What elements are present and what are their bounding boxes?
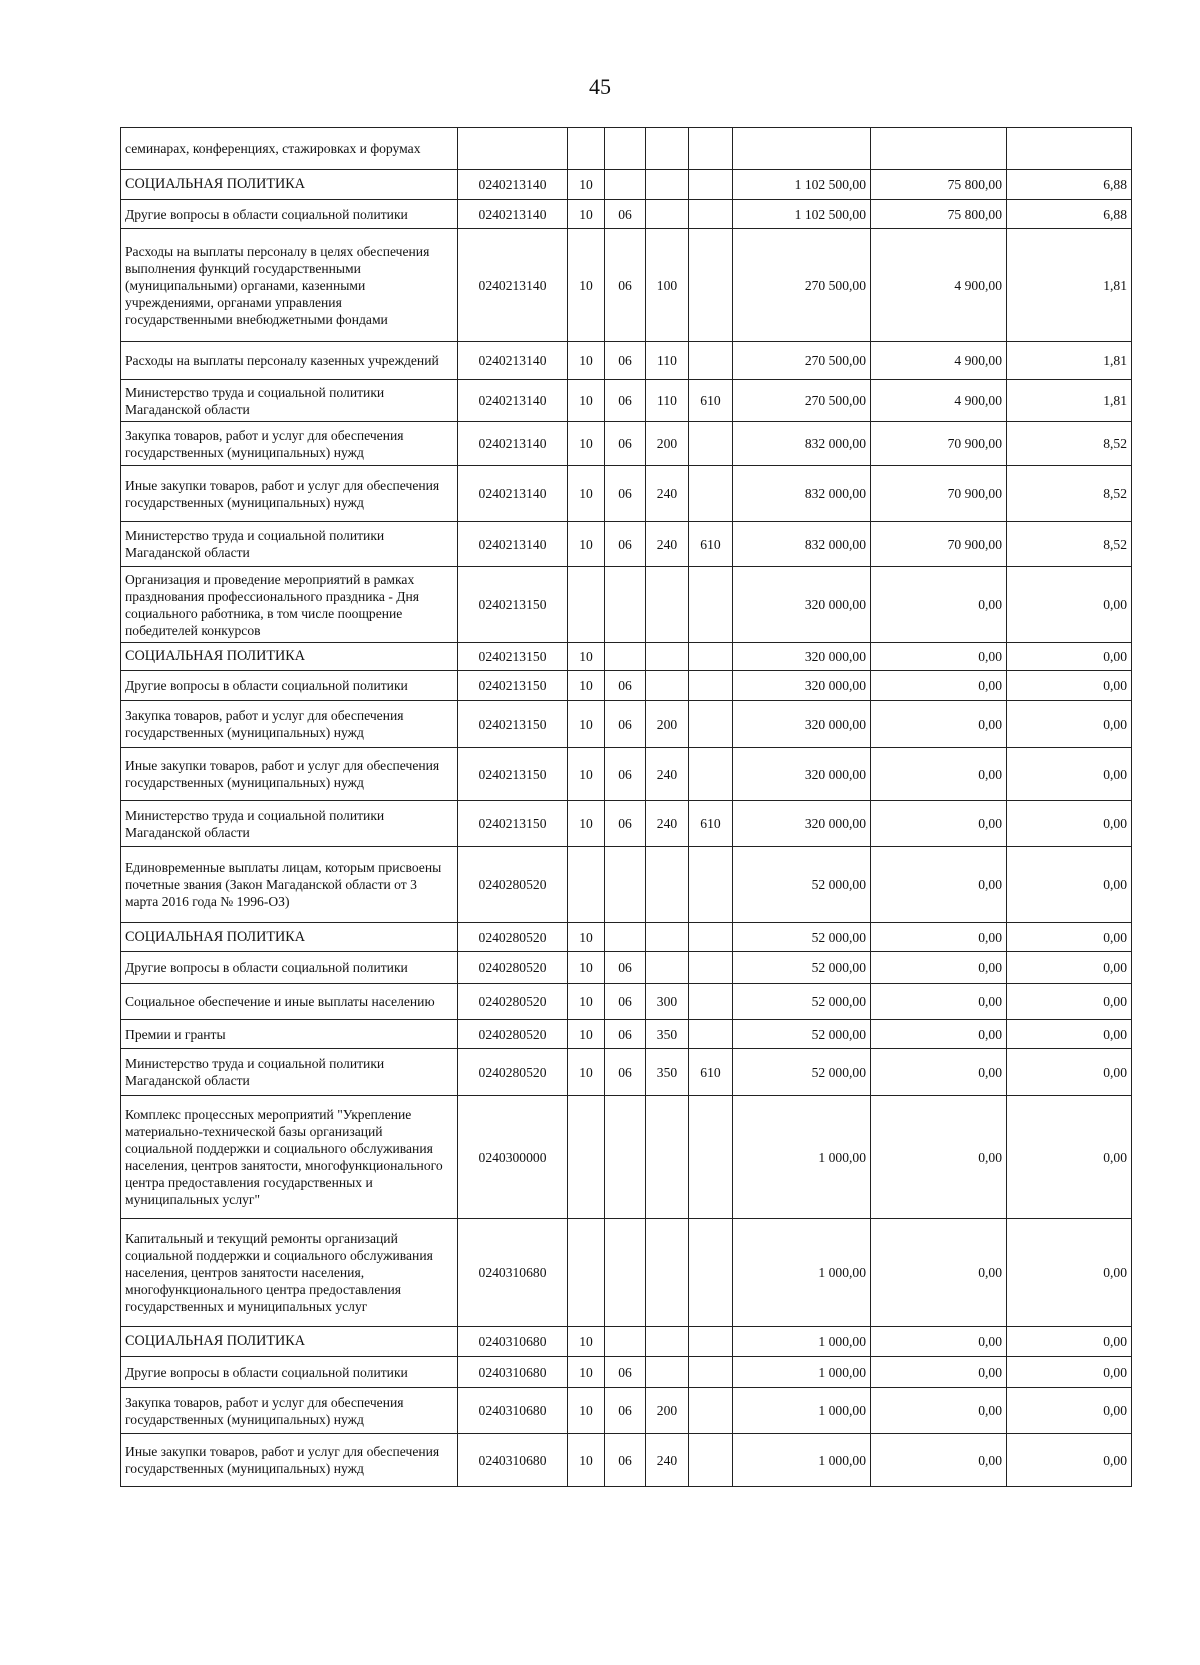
expense-type-cell: 100 — [646, 229, 689, 342]
table-row — [121, 422, 1132, 466]
page-number: 45 — [589, 74, 611, 99]
percent-cell: 0,00 — [1007, 1096, 1132, 1219]
grbs-cell — [689, 229, 733, 342]
row-name-cell: СОЦИАЛЬНАЯ ПОЛИТИКА — [121, 643, 458, 671]
fact-amount-cell: 0,00 — [871, 1327, 1007, 1357]
fact-amount-cell: 0,00 — [871, 701, 1007, 748]
percent-cell: 0,00 — [1007, 567, 1132, 643]
expense-type-cell: 200 — [646, 422, 689, 466]
percent-cell: 8,52 — [1007, 522, 1132, 567]
row-name-cell: Закупка товаров, работ и услуг для обеспечения государственных (муниципальных) нужд — [121, 1388, 458, 1434]
plan-amount-cell — [733, 128, 871, 170]
target-code-cell: 0240300000 — [458, 1096, 568, 1219]
expense-type-cell — [646, 170, 689, 200]
row-name-cell: Другие вопросы в области социальной политики — [121, 671, 458, 701]
expense-type-cell: 200 — [646, 1388, 689, 1434]
grbs-cell — [689, 748, 733, 801]
plan-amount-cell: 52 000,00 — [733, 923, 871, 952]
fact-amount-cell: 0,00 — [871, 847, 1007, 923]
target-code-cell: 0240213150 — [458, 801, 568, 847]
row-name-cell: Закупка товаров, работ и услуг для обеспечения государственных (муниципальных) нужд — [121, 422, 458, 466]
subsection-cell: 06 — [605, 671, 646, 701]
table-row — [121, 748, 1132, 801]
section-cell: 10 — [568, 1357, 605, 1388]
percent-cell: 0,00 — [1007, 984, 1132, 1020]
plan-amount-cell: 1 000,00 — [733, 1388, 871, 1434]
row-name-cell: Министерство труда и социальной политики Магаданской области — [121, 522, 458, 567]
section-cell: 10 — [568, 229, 605, 342]
percent-cell: 8,52 — [1007, 466, 1132, 522]
subsection-cell — [605, 1096, 646, 1219]
section-cell: 10 — [568, 801, 605, 847]
target-code-cell: 0240310680 — [458, 1357, 568, 1388]
grbs-cell — [689, 1327, 733, 1357]
section-cell: 10 — [568, 1388, 605, 1434]
grbs-cell — [689, 847, 733, 923]
fact-amount-cell: 70 900,00 — [871, 522, 1007, 567]
section-cell: 10 — [568, 923, 605, 952]
percent-cell: 0,00 — [1007, 1219, 1132, 1327]
grbs-cell — [689, 200, 733, 229]
grbs-cell — [689, 1434, 733, 1487]
row-name-cell: Другие вопросы в области социальной политики — [121, 952, 458, 984]
table-row — [121, 847, 1132, 923]
section-cell: 10 — [568, 466, 605, 522]
percent-cell: 0,00 — [1007, 847, 1132, 923]
expense-type-cell — [646, 128, 689, 170]
percent-cell: 0,00 — [1007, 952, 1132, 984]
percent-cell: 0,00 — [1007, 1049, 1132, 1096]
row-name-cell: Закупка товаров, работ и услуг для обеспечения государственных (муниципальных) нужд — [121, 701, 458, 748]
percent-cell: 1,81 — [1007, 380, 1132, 422]
target-code-cell: 0240280520 — [458, 1049, 568, 1096]
expense-type-cell: 350 — [646, 1020, 689, 1049]
section-cell: 10 — [568, 643, 605, 671]
fact-amount-cell: 0,00 — [871, 984, 1007, 1020]
plan-amount-cell: 832 000,00 — [733, 522, 871, 567]
subsection-cell — [605, 1327, 646, 1357]
table-row — [121, 1388, 1132, 1434]
table-row — [121, 643, 1132, 671]
target-code-cell: 0240310680 — [458, 1219, 568, 1327]
table-row — [121, 1219, 1132, 1327]
plan-amount-cell: 1 000,00 — [733, 1357, 871, 1388]
expense-type-cell — [646, 923, 689, 952]
percent-cell: 1,81 — [1007, 229, 1132, 342]
fact-amount-cell: 4 900,00 — [871, 342, 1007, 380]
subsection-cell: 06 — [605, 1020, 646, 1049]
plan-amount-cell: 1 000,00 — [733, 1327, 871, 1357]
expense-type-cell — [646, 1219, 689, 1327]
section-cell: 10 — [568, 1049, 605, 1096]
grbs-cell — [689, 466, 733, 522]
grbs-cell — [689, 923, 733, 952]
plan-amount-cell: 320 000,00 — [733, 801, 871, 847]
row-name-cell: семинарах, конференциях, стажировках и форумах — [121, 128, 458, 170]
plan-amount-cell: 52 000,00 — [733, 1020, 871, 1049]
target-code-cell: 0240213140 — [458, 170, 568, 200]
table-row — [121, 984, 1132, 1020]
target-code-cell: 0240213150 — [458, 701, 568, 748]
table-row — [121, 952, 1132, 984]
fact-amount-cell: 75 800,00 — [871, 170, 1007, 200]
section-cell — [568, 847, 605, 923]
plan-amount-cell: 1 000,00 — [733, 1219, 871, 1327]
target-code-cell: 0240213150 — [458, 643, 568, 671]
plan-amount-cell: 1 000,00 — [733, 1434, 871, 1487]
row-name-cell: Комплекс процессных мероприятий "Укрепление материально-технической базы организаций социальной поддержки и социального обслуживания населения, центров занятости, многофункционального центра предоставления государственных и муниципальных услуг" — [121, 1096, 458, 1219]
subsection-cell: 06 — [605, 801, 646, 847]
percent-cell: 0,00 — [1007, 671, 1132, 701]
fact-amount-cell: 0,00 — [871, 643, 1007, 671]
budget-table — [120, 127, 1132, 1487]
plan-amount-cell: 320 000,00 — [733, 567, 871, 643]
target-code-cell: 0240213140 — [458, 380, 568, 422]
section-cell: 10 — [568, 342, 605, 380]
table-row — [121, 380, 1132, 422]
table-row — [121, 567, 1132, 643]
row-name-cell: Министерство труда и социальной политики Магаданской области — [121, 1049, 458, 1096]
subsection-cell: 06 — [605, 200, 646, 229]
subsection-cell: 06 — [605, 466, 646, 522]
grbs-cell: 610 — [689, 1049, 733, 1096]
grbs-cell — [689, 342, 733, 380]
fact-amount-cell: 0,00 — [871, 1049, 1007, 1096]
table-row — [121, 1096, 1132, 1219]
fact-amount-cell: 0,00 — [871, 1434, 1007, 1487]
target-code-cell: 0240213140 — [458, 466, 568, 522]
expense-type-cell — [646, 847, 689, 923]
row-name-cell: Другие вопросы в области социальной политики — [121, 1357, 458, 1388]
grbs-cell: 610 — [689, 801, 733, 847]
grbs-cell — [689, 643, 733, 671]
percent-cell: 0,00 — [1007, 1434, 1132, 1487]
subsection-cell: 06 — [605, 952, 646, 984]
subsection-cell — [605, 1219, 646, 1327]
percent-cell: 8,52 — [1007, 422, 1132, 466]
table-row — [121, 1049, 1132, 1096]
fact-amount-cell — [871, 128, 1007, 170]
table-row — [121, 200, 1132, 229]
subsection-cell — [605, 847, 646, 923]
target-code-cell: 0240213150 — [458, 748, 568, 801]
plan-amount-cell: 270 500,00 — [733, 380, 871, 422]
table-row — [121, 229, 1132, 342]
table-row — [121, 923, 1132, 952]
expense-type-cell — [646, 671, 689, 701]
subsection-cell: 06 — [605, 748, 646, 801]
grbs-cell — [689, 952, 733, 984]
plan-amount-cell: 270 500,00 — [733, 342, 871, 380]
target-code-cell: 0240213140 — [458, 200, 568, 229]
section-cell: 10 — [568, 380, 605, 422]
row-name-cell: Расходы на выплаты персоналу в целях обеспечения выполнения функций государственными (муниципальными) органами, казенными учреждениями, органами управления государственными внебюджетными фондами — [121, 229, 458, 342]
expense-type-cell — [646, 567, 689, 643]
expense-type-cell — [646, 952, 689, 984]
subsection-cell — [605, 923, 646, 952]
fact-amount-cell: 0,00 — [871, 671, 1007, 701]
target-code-cell: 0240213150 — [458, 567, 568, 643]
grbs-cell — [689, 170, 733, 200]
grbs-cell — [689, 1096, 733, 1219]
expense-type-cell: 240 — [646, 466, 689, 522]
grbs-cell — [689, 128, 733, 170]
row-name-cell: СОЦИАЛЬНАЯ ПОЛИТИКА — [121, 923, 458, 952]
subsection-cell: 06 — [605, 1434, 646, 1487]
row-name-cell: СОЦИАЛЬНАЯ ПОЛИТИКА — [121, 170, 458, 200]
row-name-cell: Другие вопросы в области социальной политики — [121, 200, 458, 229]
subsection-cell: 06 — [605, 1049, 646, 1096]
fact-amount-cell: 0,00 — [871, 1096, 1007, 1219]
grbs-cell — [689, 1219, 733, 1327]
plan-amount-cell: 52 000,00 — [733, 847, 871, 923]
row-name-cell: Министерство труда и социальной политики Магаданской области — [121, 380, 458, 422]
percent-cell: 6,88 — [1007, 200, 1132, 229]
expense-type-cell: 110 — [646, 380, 689, 422]
expense-type-cell: 240 — [646, 1434, 689, 1487]
target-code-cell: 0240310680 — [458, 1434, 568, 1487]
row-name-cell: СОЦИАЛЬНАЯ ПОЛИТИКА — [121, 1327, 458, 1357]
expense-type-cell: 240 — [646, 801, 689, 847]
expense-type-cell — [646, 643, 689, 671]
row-name-cell: Министерство труда и социальной политики Магаданской области — [121, 801, 458, 847]
subsection-cell — [605, 170, 646, 200]
percent-cell — [1007, 128, 1132, 170]
subsection-cell: 06 — [605, 1357, 646, 1388]
plan-amount-cell: 52 000,00 — [733, 984, 871, 1020]
subsection-cell: 06 — [605, 422, 646, 466]
percent-cell: 0,00 — [1007, 1357, 1132, 1388]
subsection-cell: 06 — [605, 342, 646, 380]
fact-amount-cell: 0,00 — [871, 801, 1007, 847]
subsection-cell: 06 — [605, 984, 646, 1020]
section-cell: 10 — [568, 522, 605, 567]
table-row — [121, 170, 1132, 200]
fact-amount-cell: 0,00 — [871, 923, 1007, 952]
target-code-cell: 0240310680 — [458, 1388, 568, 1434]
table-row — [121, 801, 1132, 847]
expense-type-cell — [646, 1357, 689, 1388]
plan-amount-cell: 1 102 500,00 — [733, 200, 871, 229]
fact-amount-cell: 0,00 — [871, 748, 1007, 801]
grbs-cell — [689, 1357, 733, 1388]
section-cell — [568, 567, 605, 643]
percent-cell: 1,81 — [1007, 342, 1132, 380]
row-name-cell: Капитальный и текущий ремонты организаций социальной поддержки и социального обслуживания населения, центров занятости населения, многофункционального центра предоставления государственных и муниципальных услуг — [121, 1219, 458, 1327]
expense-type-cell: 350 — [646, 1049, 689, 1096]
section-cell: 10 — [568, 1327, 605, 1357]
table-row — [121, 342, 1132, 380]
fact-amount-cell: 75 800,00 — [871, 200, 1007, 229]
subsection-cell — [605, 128, 646, 170]
target-code-cell: 0240213140 — [458, 342, 568, 380]
percent-cell: 0,00 — [1007, 701, 1132, 748]
fact-amount-cell: 0,00 — [871, 1357, 1007, 1388]
section-cell: 10 — [568, 984, 605, 1020]
subsection-cell: 06 — [605, 701, 646, 748]
subsection-cell: 06 — [605, 1388, 646, 1434]
percent-cell: 6,88 — [1007, 170, 1132, 200]
plan-amount-cell: 52 000,00 — [733, 952, 871, 984]
table-row — [121, 466, 1132, 522]
percent-cell: 0,00 — [1007, 1327, 1132, 1357]
subsection-cell: 06 — [605, 229, 646, 342]
row-name-cell: Расходы на выплаты персоналу казенных учреждений — [121, 342, 458, 380]
plan-amount-cell: 1 000,00 — [733, 1096, 871, 1219]
table-row — [121, 1357, 1132, 1388]
expense-type-cell: 200 — [646, 701, 689, 748]
section-cell: 10 — [568, 422, 605, 466]
section-cell: 10 — [568, 952, 605, 984]
grbs-cell: 610 — [689, 380, 733, 422]
expense-type-cell — [646, 1096, 689, 1219]
grbs-cell: 610 — [689, 522, 733, 567]
fact-amount-cell: 4 900,00 — [871, 380, 1007, 422]
section-cell — [568, 1219, 605, 1327]
grbs-cell — [689, 1388, 733, 1434]
percent-cell: 0,00 — [1007, 801, 1132, 847]
grbs-cell — [689, 1020, 733, 1049]
table-row — [121, 522, 1132, 567]
fact-amount-cell: 0,00 — [871, 1020, 1007, 1049]
row-name-cell: Социальное обеспечение и иные выплаты населению — [121, 984, 458, 1020]
fact-amount-cell: 0,00 — [871, 952, 1007, 984]
table-body — [121, 128, 1132, 1487]
expense-type-cell — [646, 1327, 689, 1357]
fact-amount-cell: 70 900,00 — [871, 422, 1007, 466]
plan-amount-cell: 320 000,00 — [733, 748, 871, 801]
target-code-cell: 0240280520 — [458, 847, 568, 923]
expense-type-cell: 300 — [646, 984, 689, 1020]
target-code-cell: 0240213140 — [458, 229, 568, 342]
percent-cell: 0,00 — [1007, 643, 1132, 671]
target-code-cell — [458, 128, 568, 170]
target-code-cell: 0240280520 — [458, 1020, 568, 1049]
table-row — [121, 1020, 1132, 1049]
expense-type-cell: 240 — [646, 522, 689, 567]
fact-amount-cell: 0,00 — [871, 1388, 1007, 1434]
grbs-cell — [689, 567, 733, 643]
section-cell: 10 — [568, 170, 605, 200]
section-cell: 10 — [568, 701, 605, 748]
expense-type-cell: 240 — [646, 748, 689, 801]
row-name-cell: Иные закупки товаров, работ и услуг для обеспечения государственных (муниципальных) нужд — [121, 466, 458, 522]
section-cell: 10 — [568, 748, 605, 801]
fact-amount-cell: 0,00 — [871, 1219, 1007, 1327]
plan-amount-cell: 320 000,00 — [733, 643, 871, 671]
expense-type-cell — [646, 200, 689, 229]
row-name-cell: Организация и проведение мероприятий в рамках празднования профессионального праздника - Дня социального работника, в том числе поощрение победителей конкурсов — [121, 567, 458, 643]
percent-cell: 0,00 — [1007, 1388, 1132, 1434]
grbs-cell — [689, 701, 733, 748]
plan-amount-cell: 1 102 500,00 — [733, 170, 871, 200]
percent-cell: 0,00 — [1007, 1020, 1132, 1049]
target-code-cell: 0240280520 — [458, 923, 568, 952]
table-row — [121, 701, 1132, 748]
section-cell: 10 — [568, 1434, 605, 1487]
table-row — [121, 1434, 1132, 1487]
fact-amount-cell: 4 900,00 — [871, 229, 1007, 342]
plan-amount-cell: 320 000,00 — [733, 701, 871, 748]
fact-amount-cell: 0,00 — [871, 567, 1007, 643]
target-code-cell: 0240280520 — [458, 984, 568, 1020]
plan-amount-cell: 832 000,00 — [733, 466, 871, 522]
plan-amount-cell: 320 000,00 — [733, 671, 871, 701]
grbs-cell — [689, 984, 733, 1020]
table-row — [121, 128, 1132, 170]
expense-type-cell: 110 — [646, 342, 689, 380]
table-row — [121, 671, 1132, 701]
target-code-cell: 0240310680 — [458, 1327, 568, 1357]
row-name-cell: Премии и гранты — [121, 1020, 458, 1049]
section-cell — [568, 1096, 605, 1219]
section-cell: 10 — [568, 671, 605, 701]
table-row — [121, 1327, 1132, 1357]
fact-amount-cell: 70 900,00 — [871, 466, 1007, 522]
percent-cell: 0,00 — [1007, 923, 1132, 952]
grbs-cell — [689, 422, 733, 466]
row-name-cell: Иные закупки товаров, работ и услуг для обеспечения государственных (муниципальных) нужд — [121, 748, 458, 801]
plan-amount-cell: 270 500,00 — [733, 229, 871, 342]
section-cell: 10 — [568, 200, 605, 229]
plan-amount-cell: 52 000,00 — [733, 1049, 871, 1096]
grbs-cell — [689, 671, 733, 701]
target-code-cell: 0240213140 — [458, 422, 568, 466]
target-code-cell: 0240280520 — [458, 952, 568, 984]
row-name-cell: Иные закупки товаров, работ и услуг для обеспечения государственных (муниципальных) нужд — [121, 1434, 458, 1487]
subsection-cell: 06 — [605, 380, 646, 422]
section-cell: 10 — [568, 1020, 605, 1049]
plan-amount-cell: 832 000,00 — [733, 422, 871, 466]
subsection-cell: 06 — [605, 522, 646, 567]
target-code-cell: 0240213150 — [458, 671, 568, 701]
row-name-cell: Единовременные выплаты лицам, которым присвоены почетные звания (Закон Магаданской области от 3 марта 2016 года № 1996-ОЗ) — [121, 847, 458, 923]
percent-cell: 0,00 — [1007, 748, 1132, 801]
target-code-cell: 0240213140 — [458, 522, 568, 567]
subsection-cell — [605, 567, 646, 643]
subsection-cell — [605, 643, 646, 671]
section-cell — [568, 128, 605, 170]
